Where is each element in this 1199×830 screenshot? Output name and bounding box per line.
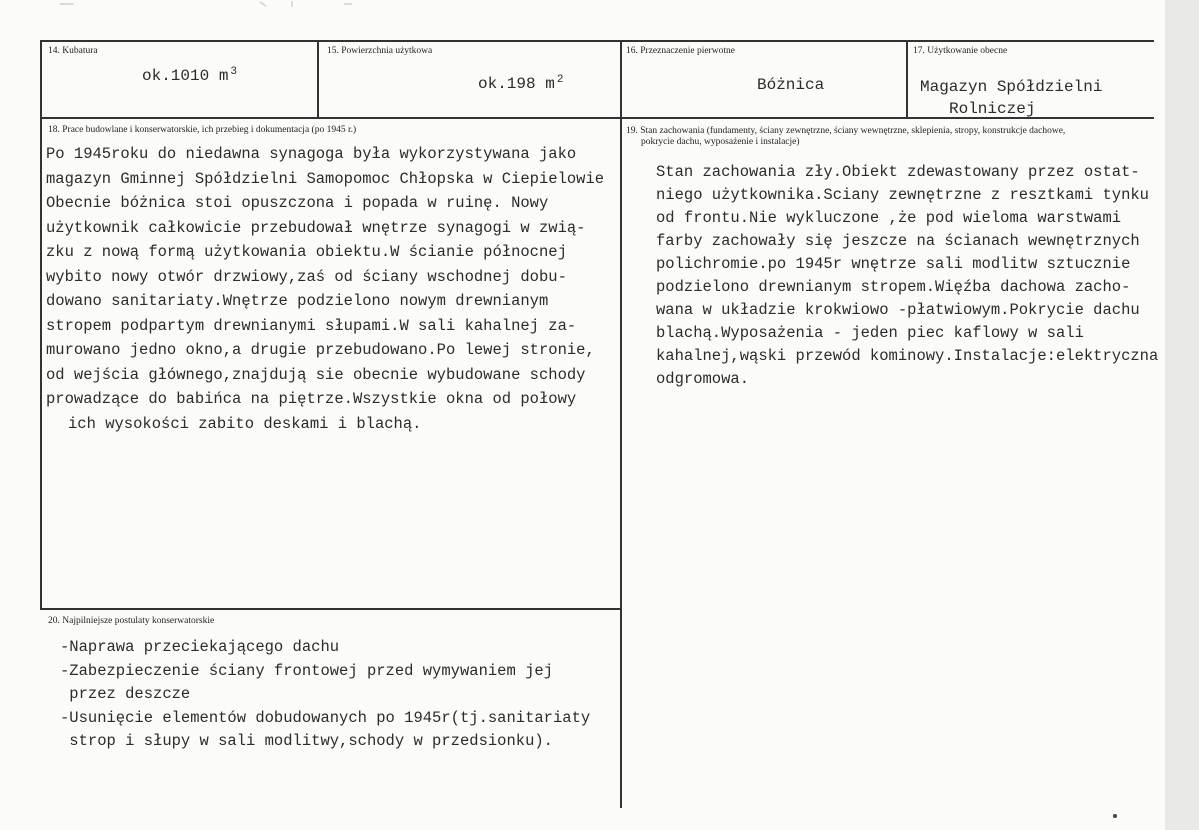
postulaty-line: -Zabezpieczenie ściany frontowej przed wymywaniem jej (60, 661, 553, 680)
uzytkowanie-value-line2: Rolniczej (949, 100, 1036, 118)
prace-line: zku z nową formą użytkowania obiektu.W ścianie północnej (46, 243, 567, 261)
stan-line: podzielono drewnianym stropem.Więźba dachowa zacho- (656, 278, 1131, 296)
postulaty-line: -Usunięcie elementów dobudowanych po 1945r(tj.sanitariaty (60, 708, 591, 727)
przeznaczenie-label: 16. Przeznaczenie pierwotne (626, 46, 735, 56)
uzytkowanie-label: 17. Użytkowanie obecne (913, 46, 1008, 56)
stan-line: farby zachowały się jeszcze na ścianach wewnętrznych (656, 232, 1140, 250)
rule-row2-bottom (40, 608, 622, 610)
prace-line: Po 1945roku do niedawna synagoga była wykorzystywana jako (46, 145, 577, 163)
powierzchnia-value: ok.198 m $^2$ (478, 74, 564, 93)
prace-text (46, 143, 604, 437)
stan-line: polichromie.po 1945r wnętrze sali modlitw sztucznie (656, 255, 1131, 273)
powierzchnia-label: 15. Powierzchnia użytkowa (327, 46, 433, 56)
rule-left (40, 40, 42, 610)
prace-line: użytkownik całkowicie przebudował wnętrze synagogi w zwią- (46, 218, 586, 237)
kubatura-value: ok.1010 m $^3$ (142, 66, 238, 85)
prace-line: stropem podpartym drewnianymi słupami.W sali kahalnej za- (46, 316, 577, 335)
postulaty-label: 20. Najpilniejsze postulaty konserwatorskie (48, 616, 215, 626)
prace-line: Obecnie bóżnica stoi opuszczona i popada w ruinę. Nowy (46, 194, 549, 212)
stan-line: niego użytkownika.Sciany zewnętrzne z resztkami tynku (656, 186, 1149, 204)
prace-line: od wejścia głównego,znajdują sie obecnie wybudowane schody (46, 365, 586, 384)
postulaty-line: przez deszcze (60, 685, 191, 703)
stan-line: blachą.Wyposażenia - jeden piec kaflowy w sali (656, 324, 1084, 342)
stan-line: kahalnej,wąski przewód kominowy.Instalacje:elektryczna (656, 347, 1159, 365)
przeznaczenie-value: Bóżnica (757, 76, 825, 94)
rule-top (40, 40, 1154, 42)
prace-line: prowadzące do babińca na piętrze.Wszystkie okna od połowy (46, 390, 577, 408)
kubatura-label: 14. Kubatura (48, 46, 98, 56)
stan-label-line1: 19. Stan zachowania (fundamenty, ściany zewnętrzne, ściany wewnętrzne, sklepienia, stropy, konstrukcje dachowe, (626, 126, 1066, 136)
stan-line: wana w układzie krokwiowo -płatwiowym.Pokrycie dachu (656, 301, 1140, 319)
prace-line: magazyn Gminnej Spółdzielni Samopomoc Chłopska w Ciepielowie (46, 169, 605, 188)
stan-line: odgromowa. (656, 370, 750, 388)
postulaty-line: -Naprawa przeciekającego dachu (60, 638, 340, 656)
rule-v2 (620, 40, 622, 808)
scan-edge (1165, 0, 1199, 830)
stan-line: Stan zachowania zły.Obiekt zdewastowany przez ostat- (656, 163, 1140, 181)
scan-marks (60, 0, 360, 8)
rule-v3 (906, 40, 908, 119)
prace-line: murowano jedno okno,a drugie przebudowano.Po lewej stronie, (46, 341, 595, 359)
postulaty-line: strop i słupy w sali modlitwy,schody w przedsionku). (60, 732, 553, 750)
stan-label-line2: pokrycie dachu, wyposażenie i instalacje) (641, 137, 800, 147)
prace-label: 18. Prace budowlane i konserwatorskie, ich przebieg i dokumentacja (po 1945 r.) (48, 125, 357, 135)
prace-line: wybito nowy otwór drzwiowy,zaś od ściany wschodnej dobu- (46, 267, 567, 286)
prace-line: ich wysokości zabito deskami i blachą. (68, 414, 422, 433)
rule-v1 (317, 40, 319, 119)
stan-line: od frontu.Nie wykluczone ,że pod wieloma warstwami (656, 209, 1122, 227)
prace-line: dowano sanitariaty.Wnętrze podzielono nowym drewnianym (46, 292, 549, 310)
postulaty-text (60, 636, 590, 754)
scan-speck (1113, 814, 1117, 818)
uzytkowanie-value-line1: Magazyn Spółdzielni (920, 78, 1103, 96)
stan-text (656, 161, 1158, 391)
